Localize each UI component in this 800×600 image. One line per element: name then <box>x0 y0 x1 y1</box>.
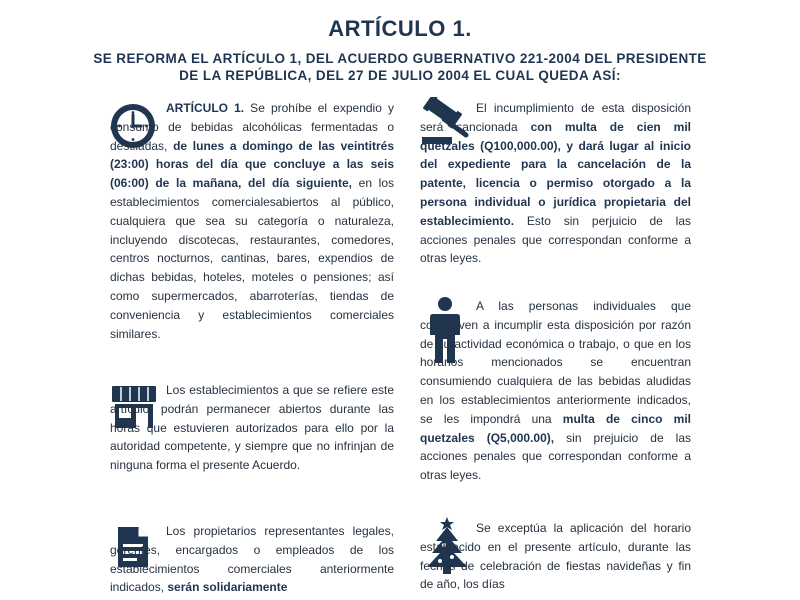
owners-text: Los propietarios representantes legales, gerentes, encargados o empleados de los establecimientos comerciales anteriormente indicados, <box>110 524 394 595</box>
article-bold-schedule: de lunes a domingo de las veintitrés (23:00) horas del día que concluye a las seis (06:00) de la mañana, del día siguiente, <box>110 138 394 191</box>
establishments-paragraph <box>110 381 394 475</box>
article-text-establishments: en los establecimientos comercialesabiertos al público, cualquiera que sea su categoría o naturaleza, incluyendo discotecas, restaurantes, comedores, centros nocturnos, cantinas, bares, expendios de dichas bebidas, hoteles, moteles o pensiones; así como supermercados, abarroterías, tiendas de conveniencia y establecimientos comerciales similares. <box>110 176 394 341</box>
page-subtitle: SE REFORMA EL ARTÍCULO 1, DEL ACUERDO GUBERNATIVO 221-2004 DEL PRESIDENTE DE LA REPÚBLICA, DEL 27 DE JULIO 2004 EL CUAL QUEDA ASÍ: <box>93 51 707 83</box>
individuals-text: A las personas individuales que coadyuven a incumplir esta disposición por razón de su actividad económica o trabajo, o que en los horarios mencionados se encuentran consumiendo cualquiera de las bebidas aludidas en los establecimientos anteriormente indicados, se les impondrá una <box>420 299 691 426</box>
exception-paragraph <box>420 519 691 594</box>
owners-paragraph <box>110 522 394 597</box>
owners-bold: serán solidariamente <box>164 580 288 595</box>
exception-text: Se exceptúa la aplicación del horario establecido en el presente artículo, durante las fechas de celebración de fiestas navideñas y fin de año, los días <box>420 521 691 592</box>
individuals-text-penal: sin prejuicio de las acciones penales que correspondan conforme a otras leyes. <box>420 430 691 483</box>
sanction-text-penal: Esto sin perjuicio de las acciones penales que correspondan conforme a otras leyes. <box>420 213 691 266</box>
article-lead: ARTÍCULO 1. <box>166 101 245 115</box>
sanction-paragraph <box>420 99 691 268</box>
article-1-paragraph <box>110 99 394 343</box>
establishments-text: Los establecimientos a que se refiere este artículo, podrán permanecer abiertos durante las horas que estuvieren autorizados para ello por la autoridad competente, y siempre que no infrinjan de ninguna forma el presente Acuerdo. <box>110 383 394 473</box>
page-title: ARTÍCULO 1. <box>328 16 472 41</box>
individuals-bold-fine: multa de cinco mil quetzales (Q5,000.00), <box>420 411 691 445</box>
individuals-paragraph <box>420 297 691 485</box>
sanction-text: El incumplimiento de esta disposición será sancionada <box>420 101 691 134</box>
article-text: Se prohíbe el expendio y consumo de bebidas alcohólicas fermentadas o destiladas, <box>110 101 394 153</box>
sanction-bold-fine: con multa de cien mil quetzales (Q100,000.00), y dará lugar al inicio del expediente para la cancelación de la patente, licencia o permiso otorgado a la persona individual o jurídica propietaria del establecimiento. <box>420 119 691 228</box>
